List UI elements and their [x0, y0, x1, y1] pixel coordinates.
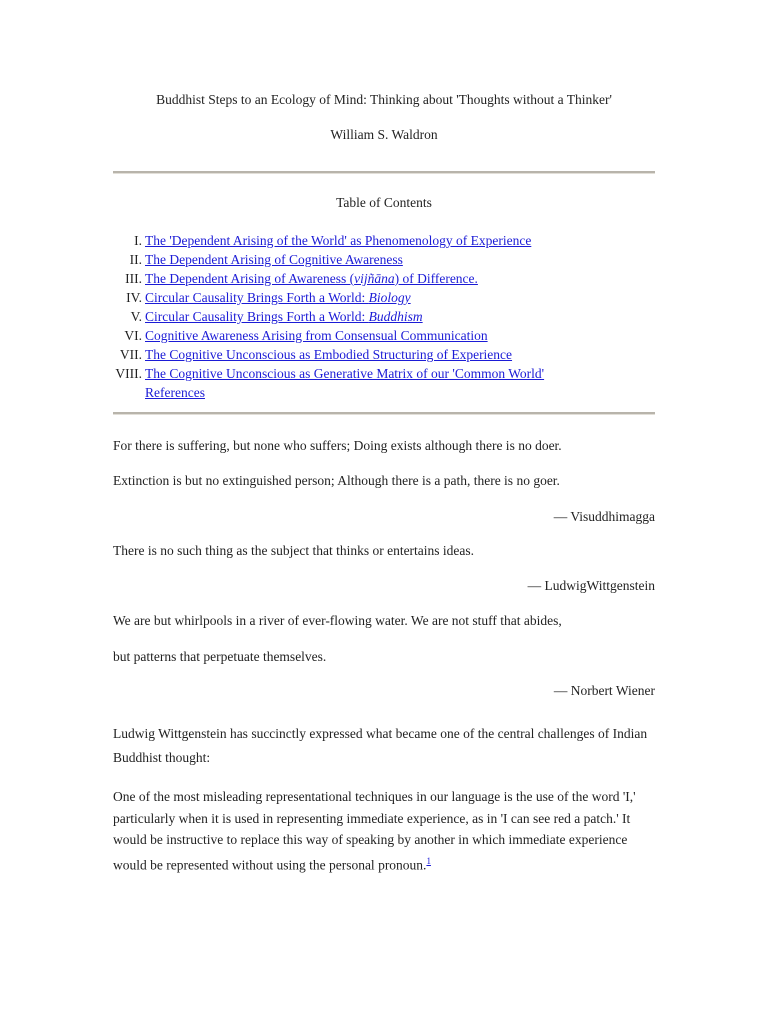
toc-item	[100, 364, 544, 383]
toc-link-awareness-of-difference[interactable]	[145, 271, 478, 286]
toc-item-number: IV.	[126, 290, 142, 305]
toc-link-consensual-communication[interactable]: Cognitive Awareness Arising from Consensual Communication	[145, 328, 488, 343]
epigraph-wiener-line-1: We are but whirlpools in a river of ever-flowing water. We are not stuff that abides,	[113, 613, 562, 628]
block-quote-text: One of the most misleading representational techniques in our language is the use of the word 'I,' particularly when it is used in representing immediate experience, as in 'I can see red a patch.' It would be instructive to replace this way of speaking by another in which immediate experience would be represented without using the personal pronoun.	[113, 789, 636, 872]
document-author: William S. Waldron	[330, 127, 438, 142]
toc-item-number: III.	[125, 271, 142, 286]
toc-link-circular-causality-biology[interactable]	[145, 290, 411, 305]
toc-item	[100, 307, 544, 326]
toc-heading: Table of Contents	[336, 195, 432, 210]
toc-link-text: Circular Causality Brings Forth a World:	[145, 309, 369, 324]
toc-item-number: I.	[134, 233, 142, 248]
toc-item-number: VII.	[119, 347, 142, 362]
toc-item	[100, 326, 544, 345]
toc-link-italic: Buddhism	[368, 309, 423, 324]
toc-link-circular-causality-buddhism[interactable]	[145, 309, 423, 324]
toc-link-text: ) of Difference.	[394, 271, 478, 286]
toc-link-italic: Biology	[368, 290, 411, 305]
epigraph-visuddhimagga-line-1: For there is suffering, but none who suffers; Doing exists although there is no doer.	[113, 438, 562, 453]
bottom-divider	[113, 412, 655, 415]
epigraph-wiener-line-2: but patterns that perpetuate themselves.	[113, 649, 327, 664]
toc-link-text: The Dependent Arising of Awareness (	[145, 271, 355, 286]
toc-link-generative-matrix[interactable]: The Cognitive Unconscious as Generative Matrix of our 'Common World'	[145, 366, 545, 381]
block-quote	[113, 786, 658, 876]
toc-item	[100, 383, 544, 402]
document-title: Buddhist Steps to an Ecology of Mind: Thinking about 'Thoughts without a Thinker'	[156, 92, 612, 107]
toc-item	[100, 269, 544, 288]
epigraph-visuddhimagga-line-2: Extinction is but no extinguished person; Although there is a path, there is no goer.	[113, 473, 560, 488]
toc-item	[100, 250, 544, 269]
body-paragraph: Ludwig Wittgenstein has succinctly expressed what became one of the central challenges of Indian Buddhist thought:	[113, 726, 648, 765]
toc-item	[100, 345, 544, 364]
top-divider	[113, 171, 655, 174]
toc-link-text: Circular Causality Brings Forth a World:	[145, 290, 369, 305]
epigraph-wittgenstein: There is no such thing as the subject that thinks or entertains ideas.	[113, 543, 475, 558]
epigraph-attribution: — LudwigWittgenstein	[527, 578, 655, 593]
epigraph-attribution: — Norbert Wiener	[553, 683, 655, 698]
toc-link-dependent-arising-world[interactable]: The 'Dependent Arising of the World' as Phenomenology of Experience	[145, 233, 532, 248]
toc-item-number: V.	[130, 309, 142, 324]
toc-link-references[interactable]: References	[145, 385, 205, 400]
toc-item	[100, 288, 544, 307]
table-of-contents	[100, 231, 544, 402]
toc-item	[100, 231, 544, 250]
toc-link-italic: vijñāna	[354, 271, 395, 286]
toc-link-embodied-structuring[interactable]: The Cognitive Unconscious as Embodied Structuring of Experience	[145, 347, 513, 362]
toc-item-number: VIII.	[115, 366, 142, 381]
footnote-link[interactable]: 1	[426, 855, 431, 866]
toc-link-cognitive-awareness[interactable]: The Dependent Arising of Cognitive Awareness	[145, 252, 403, 267]
toc-item-number: VI.	[124, 328, 142, 343]
epigraph-attribution: — Visuddhimagga	[553, 509, 655, 524]
toc-item-number: II.	[129, 252, 142, 267]
footnote-marker	[426, 855, 431, 867]
